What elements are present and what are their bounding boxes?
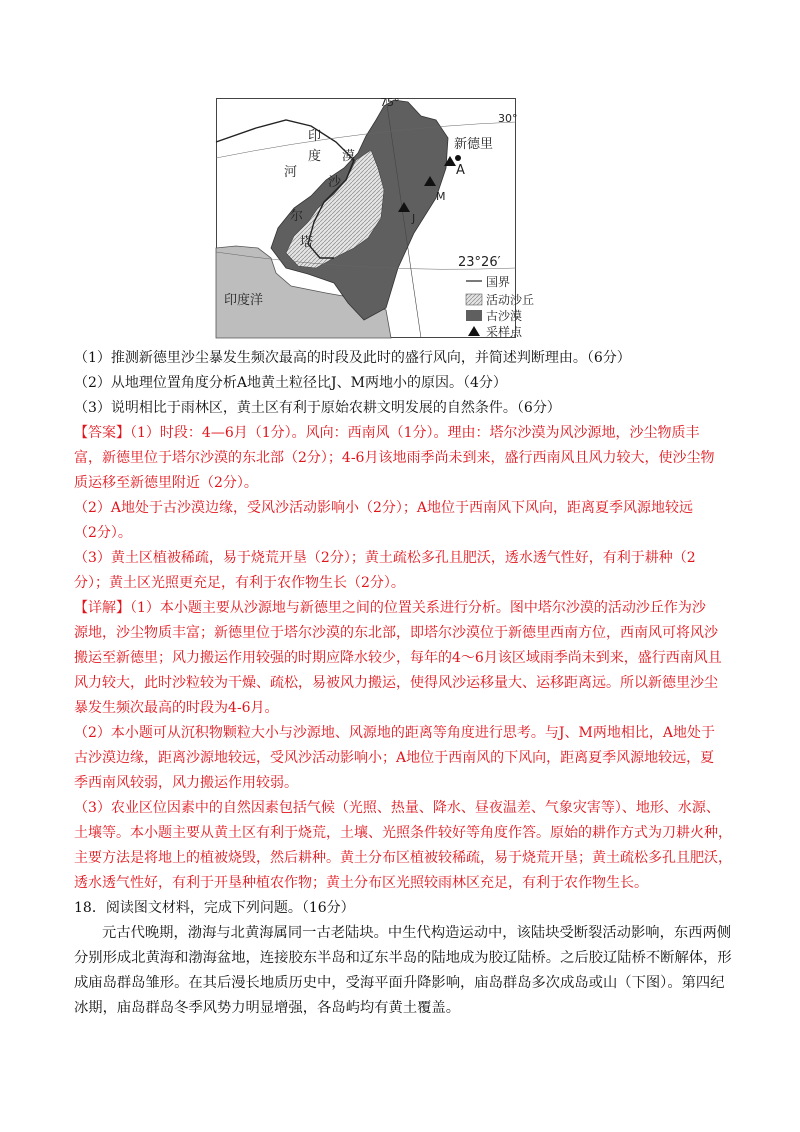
legend-sample-label: 采样点 (486, 325, 523, 339)
question-2: （2）从地理位置角度分析A地黄土粒径比J、M两地小的原因。（4分） (74, 375, 507, 391)
lat-bottom-label: 23°26′ (458, 255, 501, 270)
text-content (74, 346, 732, 1021)
answer-line-4: （2）A地处于古沙漠边缘，受风沙活动影响小（2分）；A地位于西南风下风向，距离夏季风源地较远 (74, 500, 694, 516)
answer-line-3: 质运移至新德里附近（2分）。 (74, 475, 258, 491)
lon-label: 75° (380, 96, 400, 109)
question-3: （3）说明相比于雨林区，黄土区有利于原始农耕文明发展的自然条件。（6分） (74, 400, 561, 416)
region-label-3: 河 (284, 165, 298, 180)
detail-line-12: 透水透气性好，有利于开垦种植农作物；黄土分布区光照较雨林区充足，有利于农作物生长。 (74, 875, 648, 891)
point-j-label: J (412, 212, 416, 225)
region-label-7: 塔 (300, 235, 314, 250)
legend-dune-swatch (466, 294, 482, 305)
material-line-1: 元古代晚期，渤海与北黄海属同一古老陆块。中生代构造运动中，该陆块受断裂活动影响，东西两侧 (102, 925, 732, 941)
point-a-label: A (456, 163, 465, 178)
detail-line-9: （3）农业区位因素中的自然因素包括气候（光照、热量、降水、昼夜温差、气象灾害等）、地形、水源、 (74, 800, 720, 816)
answer-line-5: （2分）。 (74, 525, 132, 541)
lat-top-label: 30° (498, 112, 518, 125)
material-line-2: 分别形成北黄海和渤海盆地，连接胶东半岛和辽东半岛的陆地成为胶辽陆桥。之后胶辽陆桥不断解体，形 (74, 950, 732, 966)
detail-line-2: 源地，沙尘物质丰富；新德里位于塔尔沙漠的东北部，即塔尔沙漠位于新德里西南方位，西南风可将风沙 (74, 625, 718, 641)
detail-line-3: 搬运至新德里；风力搬运作用较强的时期应降水较少，每年的4～6月该区域雨季尚未到来，盛行西南风且 (74, 650, 722, 666)
region-label-5: 沙 (328, 175, 342, 190)
region-label-6: 尔 (290, 209, 304, 224)
ocean-label: 印度洋 (224, 293, 264, 308)
material-line-3: 成庙岛群岛雏形。在其后漫长地质历史中，受海平面升降影响，庙岛群岛多次成岛或山（下图）。第四纪 (74, 975, 725, 991)
legend-dune-label: 活动沙丘 (486, 293, 535, 307)
answer-line-2: 富，新德里位于塔尔沙漠的东北部（2分）；4-6月该地雨季尚未到来，盛行西南风且风力较大，使沙尘物 (74, 450, 715, 466)
material-line-4: 冰期，庙岛群岛冬季风势力明显增强，各岛屿均有黄土覆盖。 (74, 1000, 461, 1016)
legend-border-label: 国界 (486, 275, 511, 289)
detail-line-5: 暴发生频次最高的时段为4-6月。 (74, 700, 279, 716)
thar-desert-map (216, 96, 535, 339)
answer-line-1: 【答案】（1）时段：4—6月（1分）。风向：西南风（1分）。理由：塔尔沙漠为风沙源地，沙尘物质丰 (74, 425, 700, 441)
detail-line-6: （2）本小题可从沉积物颗粒大小与沙源地、风源地的距离等角度进行思考。与J、M两地相比，A地处于 (74, 725, 715, 741)
region-label-2: 度 (308, 149, 322, 164)
legend-desert-swatch (466, 310, 482, 321)
point-m-label: M (436, 190, 446, 203)
city-label: 新德里 (454, 137, 494, 152)
detail-line-4: 风力较大，此时沙粒较为干燥、疏松，易被风力搬运，使得风沙运移量大、运移距离远。所以新德里沙尘 (74, 675, 718, 691)
legend-desert-label: 古沙漠 (486, 309, 523, 323)
region-label-1: 印 (308, 129, 322, 144)
detail-line-1: 【详解】（1）本小题主要从沙源地与新德里之间的位置关系进行分析。图中塔尔沙漠的活动沙丘作为沙 (74, 600, 706, 616)
region-label-4: 漠 (342, 149, 356, 164)
answer-line-6: （3）黄土区植被稀疏，易于烧荒开垦（2分）；黄土疏松多孔且肥沃，透水透气性好，有利于耕种（2 (74, 550, 696, 566)
new-delhi-dot (455, 155, 461, 161)
question-1: （1）推测新德里沙尘暴发生频次最高的时段及此时的盛行风向，并简述判断理由。（6分） (74, 350, 631, 366)
detail-line-7: 古沙漠边缘，距离沙源地较远，受风沙活动影响小；A地位于西南风的下风向，距离夏季风源地较远，夏 (74, 750, 715, 766)
question-18-heading: 18．阅读图文材料，完成下列问题。（16分） (74, 900, 355, 916)
answer-line-7: 分）；黄土区光照更充足，有利于农作物生长（2分）。 (74, 575, 405, 591)
detail-line-10: 土壤等。本小题主要从黄土区有利于烧荒，土壤、光照条件较好等角度作答。原始的耕作方式为刀耕火种， (74, 825, 732, 841)
detail-line-8: 季西南风较弱，风力搬运作用较弱。 (74, 775, 298, 791)
detail-line-11: 主要方法是将地上的植被烧毁，然后耕种。黄土分布区植被较稀疏，易于烧荒开垦；黄土疏松多孔且肥沃， (74, 850, 732, 866)
